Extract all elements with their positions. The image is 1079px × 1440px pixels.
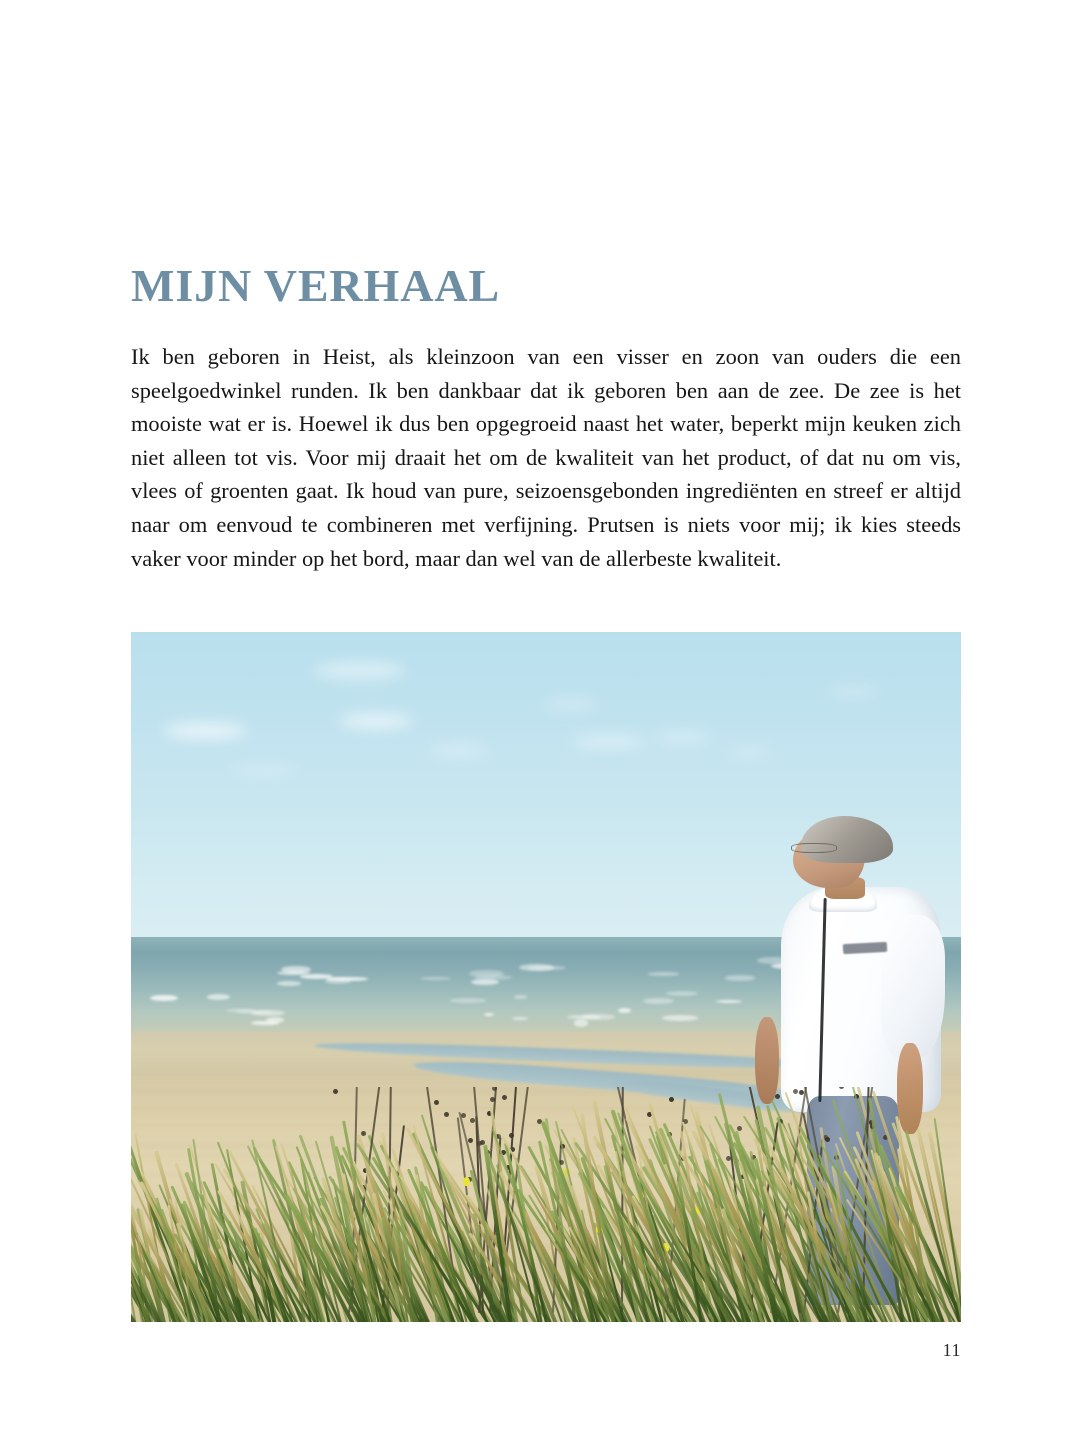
wave-crest — [514, 995, 528, 999]
wave-crest — [207, 994, 230, 1000]
seed-head — [468, 1138, 473, 1143]
cloud-icon — [546, 699, 596, 709]
cloud-icon — [571, 736, 646, 749]
wave-crest — [574, 1019, 589, 1026]
chef-hair — [801, 816, 893, 863]
seed-head — [669, 1097, 674, 1102]
cloud-icon — [729, 748, 771, 756]
wave-crest — [648, 972, 679, 975]
cloud-icon — [430, 745, 488, 756]
cloud-icon — [164, 723, 247, 738]
wildflower — [463, 1177, 471, 1187]
wave-crest — [512, 1017, 527, 1020]
body-paragraph: Ik ben geboren in Heist, als kleinzoon van een visser en zoon van ouders die een speelgoedwinkel runden. Ik ben dankbaar dat ik geboren ben aan de zee. De zee is het mooiste wat er is. Hoewel ik dus ben opgegroeid naast het water, beperkt mijn keuken zich niet alleen tot vis. Voor mij draait het om de kwaliteit van het product, of dat nu om vis, vlees of groenten gaat. Ik houd van pure, seizoensgebonden ingrediënten en streef er altijd naar om eenvoud te combineren met verfijning. Prutsen is niets voor mij; ik kies steeds vaker voor minder op het bord, maar dan wel van de allerbeste kwaliteit. — [131, 344, 961, 571]
cloud-icon — [231, 766, 297, 775]
page-title: MIJN VERHAAL — [131, 259, 501, 311]
wave-crest — [484, 1013, 494, 1016]
wave-crest — [277, 981, 301, 986]
cloud-icon — [314, 662, 405, 679]
wave-crest — [643, 998, 674, 1004]
cloud-icon — [654, 733, 712, 743]
seed-head — [502, 1095, 507, 1100]
seed-head — [492, 1087, 497, 1091]
seed-head — [434, 1100, 439, 1105]
seed-head — [470, 1118, 475, 1123]
coast-photograph — [131, 632, 961, 1322]
wave-crest — [716, 1000, 742, 1003]
seed-head — [490, 1097, 495, 1102]
wave-crest — [326, 977, 368, 981]
seed-head — [793, 1089, 798, 1094]
cloud-icon — [339, 714, 414, 728]
wave-crest — [618, 1008, 631, 1013]
seed-head — [509, 1133, 514, 1138]
wave-crest — [666, 991, 698, 996]
glasses-icon — [791, 843, 837, 853]
wave-crest — [150, 995, 178, 1002]
wave-crest — [266, 1017, 284, 1023]
wave-crest — [662, 1015, 698, 1021]
seed-head — [839, 1087, 844, 1088]
seed-head — [775, 1094, 780, 1099]
seed-head — [444, 1112, 449, 1117]
body-text-block — [131, 340, 961, 575]
seed-head — [737, 1126, 742, 1131]
wave-crest — [582, 1014, 615, 1020]
cloud-icon — [828, 687, 878, 696]
wave-crest — [420, 977, 451, 980]
wave-crest — [251, 1010, 285, 1016]
chef-sleeve — [881, 915, 945, 1058]
seed-head — [461, 1113, 466, 1118]
wave-crest — [471, 979, 499, 986]
dune-grass — [131, 1087, 961, 1322]
seed-head — [361, 1131, 366, 1136]
page-number: 11 — [942, 1340, 961, 1360]
seed-head — [726, 1156, 731, 1161]
wave-crest — [450, 998, 486, 1002]
seed-head — [333, 1089, 338, 1094]
